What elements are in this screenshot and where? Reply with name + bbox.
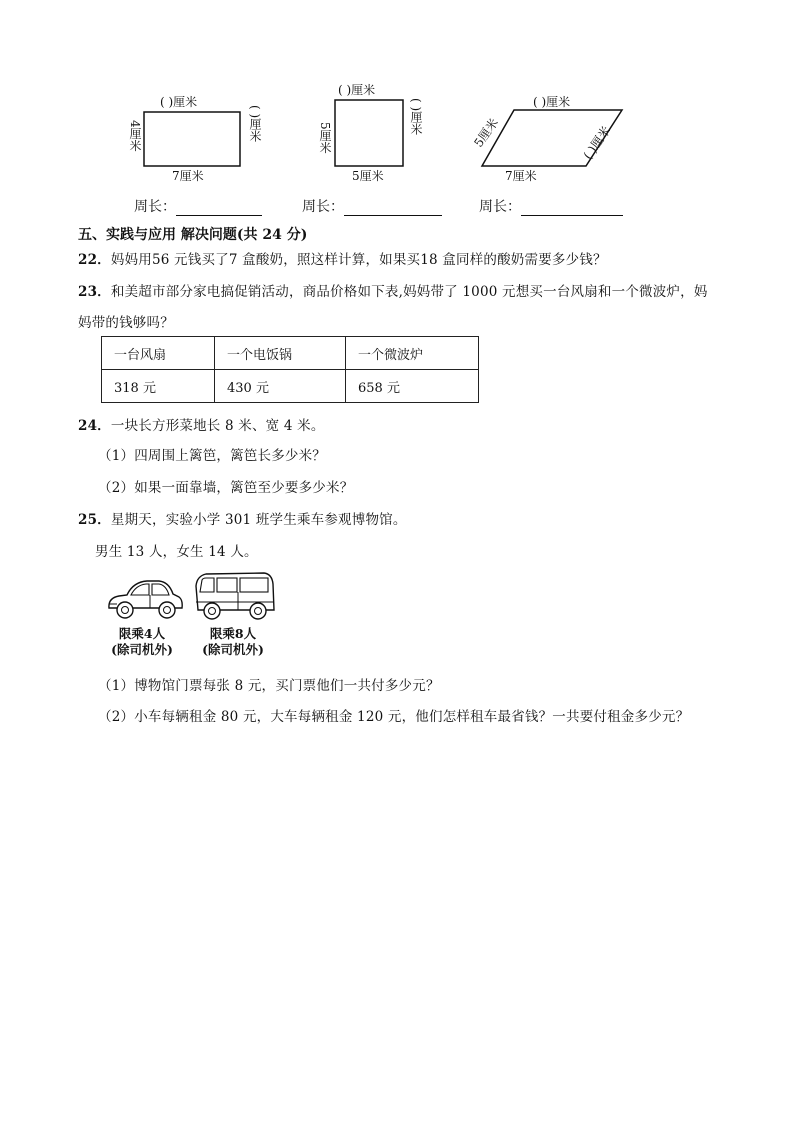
shape1-left-label: 4厘米 — [128, 120, 142, 152]
question-text: 妈妈用56 元钱买了7 盒酸奶，照这样计算，如果买18 盒同样的酸奶需要多少钱？ — [110, 252, 607, 268]
price-table — [101, 336, 479, 403]
perimeter-label: 周长： — [134, 199, 176, 215]
answer-blank[interactable] — [521, 201, 623, 216]
table-row — [102, 337, 479, 370]
small-car-icon — [105, 574, 185, 622]
question-number: 23． — [78, 284, 111, 300]
question-25-sub2: （2）小车每辆租金 80 元，大车每辆租金 120 元，他们怎样租车最省钱？一共要付租金多少元？ — [98, 709, 690, 725]
table-cell: 430 元 — [215, 370, 346, 403]
shape3-left-label: 5厘米 — [471, 115, 502, 150]
van-icon — [192, 570, 278, 622]
shape2-right-label: ( )厘米 — [409, 98, 423, 136]
shape2-left-label: 5厘米 — [318, 122, 332, 154]
caption-line: 限乘4人 — [118, 626, 166, 641]
answer-blank[interactable] — [344, 201, 442, 216]
question-number: 24． — [78, 418, 111, 434]
question-24 — [78, 414, 325, 434]
question-25-sub1: （1）博物馆门票每张 8 元，买门票他们一共付多少元？ — [98, 678, 440, 694]
perimeter-answer-2 — [302, 196, 442, 216]
perimeter-answer-3 — [479, 196, 623, 216]
question-number: 22． — [78, 252, 111, 268]
shape1-top-label: ( )厘米 — [160, 95, 198, 109]
question-text: 一块长方形菜地长 8 米、宽 4 米。 — [110, 418, 325, 434]
answer-blank[interactable] — [176, 201, 262, 216]
shape3-bottom-label: 7厘米 — [505, 169, 537, 183]
question-25 — [78, 508, 407, 528]
question-number: 25． — [78, 512, 111, 528]
caption-line: (除司机外) — [111, 642, 173, 657]
caption-line: (除司机外) — [202, 642, 264, 657]
question-23 — [78, 280, 708, 300]
rectangle-shape — [143, 111, 241, 167]
table-row — [102, 370, 479, 403]
question-text: 和美超市部分家电搞促销活动，商品价格如下表,妈妈带了 1000 元想买一台风扇和一个微波炉，妈 — [110, 284, 708, 300]
table-header-cell: 一台风扇 — [102, 337, 215, 370]
perimeter-label: 周长： — [302, 199, 344, 215]
students-count: 男生 13 人，女生 14 人。 — [95, 544, 258, 560]
table-cell: 658 元 — [346, 370, 479, 403]
perimeter-label: 周长： — [479, 199, 521, 215]
question-23-line2: 妈带的钱够吗？ — [78, 315, 174, 331]
shape2-bottom-label: 5厘米 — [352, 169, 384, 183]
table-header-cell: 一个电饭锅 — [215, 337, 346, 370]
caption-line: 限乘8人 — [209, 626, 257, 641]
perimeter-answer-1 — [134, 196, 262, 216]
shape3-right-label: ( )厘米 — [580, 123, 614, 163]
van-caption — [193, 626, 273, 658]
small-car-caption — [102, 626, 182, 658]
shape3-top-label: ( )厘米 — [533, 95, 571, 109]
question-24-sub2: （2）如果一面靠墙，篱笆至少要多少米？ — [98, 480, 354, 496]
shape1-bottom-label: 7厘米 — [172, 169, 204, 183]
shape1-right-label: ( )厘米 — [248, 105, 262, 143]
table-header-cell: 一个微波炉 — [346, 337, 479, 370]
question-24-sub1: （1）四周围上篱笆，篱笆长多少米？ — [98, 448, 326, 464]
question-22 — [78, 248, 607, 268]
section-heading: 五、实践与应用 解决问题(共 24 分) — [78, 227, 308, 243]
table-cell: 318 元 — [102, 370, 215, 403]
square-shape — [334, 99, 404, 167]
question-text: 星期天，实验小学 301 班学生乘车参观博物馆。 — [110, 512, 407, 528]
shape2-top-label: ( )厘米 — [338, 83, 376, 97]
